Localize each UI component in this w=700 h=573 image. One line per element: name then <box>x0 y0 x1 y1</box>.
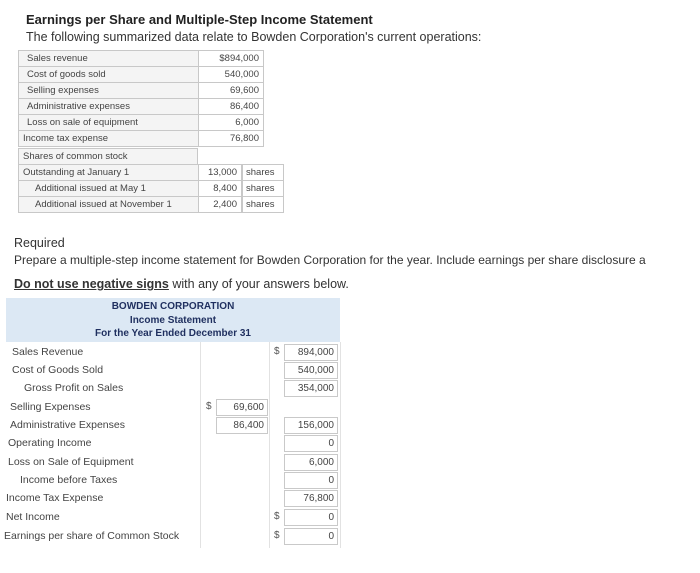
data-row-label: Outstanding at January 1 <box>18 164 198 181</box>
statement-row <box>0 453 340 471</box>
data-row-unit: shares <box>242 180 284 197</box>
income-statement <box>0 298 340 548</box>
statement-name: Income Statement <box>129 315 217 326</box>
amount-input[interactable]: 86,400 <box>216 417 268 434</box>
amount-input[interactable]: 540,000 <box>284 362 338 379</box>
statement-header <box>6 298 340 342</box>
statement-row <box>0 398 340 416</box>
row-label: Loss on Sale of Equipment <box>8 456 134 468</box>
row-label: Selling Expenses <box>10 401 91 413</box>
dollar-sign: $ <box>274 346 280 357</box>
data-row-value: 86,400 <box>198 98 264 115</box>
data-row-unit: shares <box>242 196 284 213</box>
statement-period: For the Year Ended December 31 <box>95 328 251 339</box>
statement-row <box>0 379 340 397</box>
instructions-text: Prepare a multiple-step income statement for Bowden Corporation for the year. Include earnings per share disclosure a <box>14 253 646 267</box>
data-row-value: 13,000 <box>198 164 242 181</box>
data-row-value: 76,800 <box>198 130 264 147</box>
company-name: BOWDEN CORPORATION <box>111 301 235 312</box>
no-negative-rest: with any of your answers below. <box>168 277 349 291</box>
statement-row <box>0 434 340 452</box>
data-row-label: Administrative expenses <box>18 98 198 115</box>
data-row-label: Loss on sale of equipment <box>18 114 198 131</box>
statement-row <box>0 489 340 507</box>
statement-row <box>0 508 340 526</box>
data-row-value: 6,000 <box>198 114 264 131</box>
row-label: Earnings per share of Common Stock <box>4 530 180 542</box>
row-label: Cost of Goods Sold <box>12 364 104 376</box>
data-row-value: 69,600 <box>198 82 264 99</box>
data-row-value: 540,000 <box>198 66 264 83</box>
amount-input[interactable]: 156,000 <box>284 417 338 434</box>
dollar-sign: $ <box>206 401 212 412</box>
data-row-value: 8,400 <box>198 180 242 197</box>
dollar-sign: $ <box>274 511 280 522</box>
row-label: Administrative Expenses <box>10 419 125 431</box>
amount-input[interactable]: 76,800 <box>284 490 338 507</box>
amount-input[interactable]: 0 <box>284 472 338 489</box>
data-table <box>18 50 284 218</box>
row-label: Net Income <box>6 511 60 523</box>
no-negative-note <box>14 277 349 291</box>
data-row-unit: shares <box>242 164 284 181</box>
amount-input[interactable]: 0 <box>284 509 338 526</box>
data-row-label: Selling expenses <box>18 82 198 99</box>
data-row-label: Additional issued at May 1 <box>18 180 198 197</box>
data-row-label: Sales revenue <box>18 50 198 67</box>
statement-row <box>0 361 340 379</box>
statement-row <box>0 416 340 434</box>
data-row-label: Additional issued at November 1 <box>18 196 198 213</box>
statement-row <box>0 343 340 361</box>
dollar-sign: $ <box>274 530 280 541</box>
required-heading: Required <box>14 236 65 250</box>
statement-row <box>0 471 340 489</box>
amount-input[interactable]: 894,000 <box>284 344 338 361</box>
amount-input[interactable]: 69,600 <box>216 399 268 416</box>
amount-input[interactable]: 6,000 <box>284 454 338 471</box>
page-title: Earnings per Share and Multiple-Step Income Statement <box>26 12 373 27</box>
row-label: Income before Taxes <box>20 474 118 486</box>
row-label: Operating Income <box>8 437 92 449</box>
data-row-label: Shares of common stock <box>18 148 198 165</box>
data-row-label: Income tax expense <box>18 130 198 147</box>
amount-input[interactable]: 0 <box>284 528 338 545</box>
no-negative-emphasis: Do not use negative signs <box>14 277 169 291</box>
data-row-label: Cost of goods sold <box>18 66 198 83</box>
row-label: Gross Profit on Sales <box>24 382 124 394</box>
amount-input[interactable]: 0 <box>284 435 338 452</box>
page-subtitle: The following summarized data relate to Bowden Corporation's current operations: <box>26 30 482 44</box>
data-row-value: $894,000 <box>198 50 264 67</box>
row-label: Income Tax Expense <box>6 492 104 504</box>
data-row-value: 2,400 <box>198 196 242 213</box>
statement-row <box>0 527 340 545</box>
row-label: Sales Revenue <box>12 346 84 358</box>
amount-input[interactable]: 354,000 <box>284 380 338 397</box>
